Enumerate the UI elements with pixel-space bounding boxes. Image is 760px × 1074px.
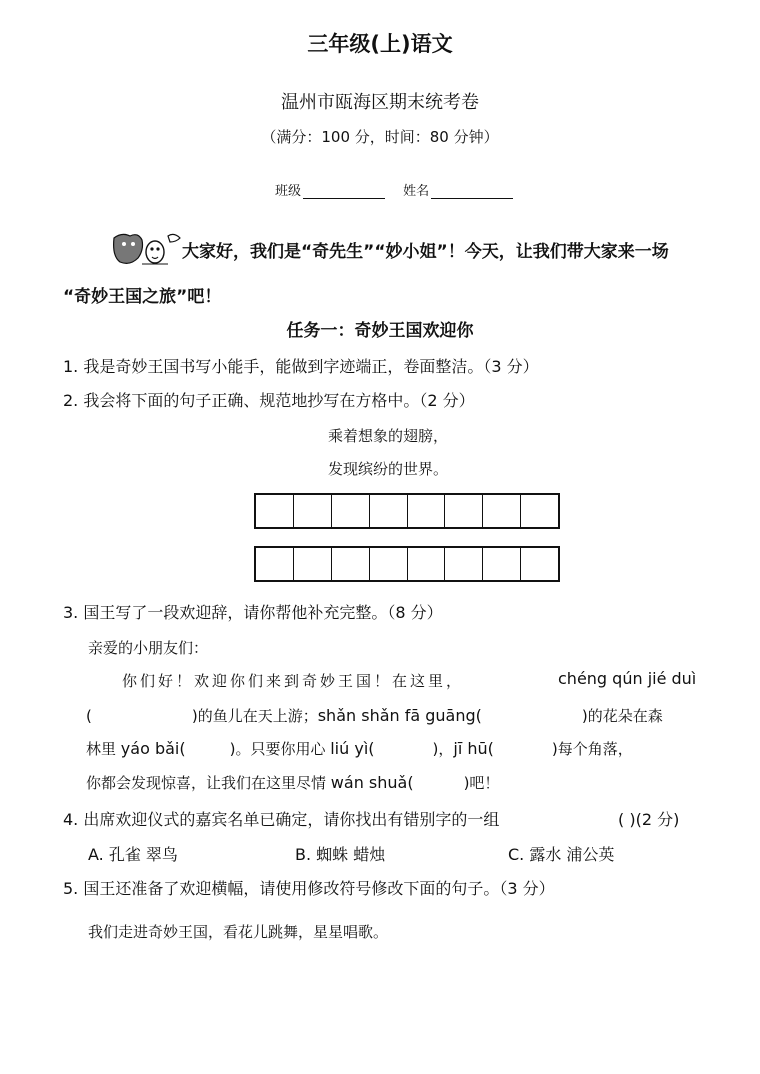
question-4-answer-bracket[interactable]: ( )(2 分) xyxy=(618,810,680,829)
letter-line-4: 你都会发现惊喜，让我们在这里尽情 wán shuǎ( )吧！ xyxy=(86,773,500,792)
name-field[interactable] xyxy=(431,198,513,199)
section-title: 任务一：奇妙王国欢迎你 xyxy=(286,321,474,341)
question-3: 3. 国王写了一段欢迎辞，请你帮他补充完整。（8 分） xyxy=(63,603,443,622)
copy-sentence-2: 发现缤纷的世界。 xyxy=(328,460,449,478)
class-field[interactable] xyxy=(303,198,385,199)
exam-info: （满分：100 分，时间：80 分钟） xyxy=(261,128,499,146)
class-label: 班级 xyxy=(275,184,302,199)
mascot-icon xyxy=(108,230,182,270)
writing-grid-row-1[interactable] xyxy=(254,493,560,529)
student-info-row xyxy=(275,180,527,199)
copy-sentence-1: 乘着想象的翅膀， xyxy=(328,427,449,445)
intro-line-2: “奇妙王国之旅”吧！ xyxy=(63,287,222,307)
letter-line-3: 林里 yáo bǎi( )。只要你用心 liú yì( )，jī hū( )每个角落， xyxy=(86,739,633,758)
question-4: 4. 出席欢迎仪式的嘉宾名单已确定，请你找出有错别字的一组 xyxy=(63,810,500,829)
option-a[interactable]: A. 孔雀 翠鸟 xyxy=(88,845,178,864)
name-label: 姓名 xyxy=(403,184,430,199)
question-2: 2. 我会将下面的句子正确、规范地抄写在方格中。（2 分） xyxy=(63,391,475,410)
letter-line-1-text: 你们好！欢迎你们来到奇妙王国！在这里， xyxy=(122,672,465,690)
option-b[interactable]: B. 蜘蛛 蜡烛 xyxy=(295,845,386,864)
option-c[interactable]: C. 露水 浦公英 xyxy=(508,845,615,864)
question-5: 5. 国王还准备了欢迎横幅，请使用修改符号修改下面的句子。（3 分） xyxy=(63,879,555,898)
question-1: 1. 我是奇妙王国书写小能手，能做到字迹端正，卷面整洁。（3 分） xyxy=(63,357,539,376)
letter-line-2: ( )的鱼儿在天上游；shǎn shǎn fā guāng( )的花朵在森 xyxy=(86,706,663,725)
intro-line-1: 大家好，我们是“奇先生”“妙小姐”！今天，让我们带大家来一场 xyxy=(182,242,669,262)
revise-sentence[interactable]: 我们走进奇妙王国，看花儿跳舞，星星唱歌。 xyxy=(88,923,389,941)
exam-title: 三年级(上)语文 xyxy=(307,32,453,56)
writing-grid-row-2[interactable] xyxy=(254,546,560,582)
exam-subtitle: 温州市瓯海区期末统考卷 xyxy=(281,92,479,113)
pinyin-cheng-qun-jie-dui: chéng qún jié duì xyxy=(558,669,697,688)
letter-greeting: 亲爱的小朋友们： xyxy=(88,639,209,657)
